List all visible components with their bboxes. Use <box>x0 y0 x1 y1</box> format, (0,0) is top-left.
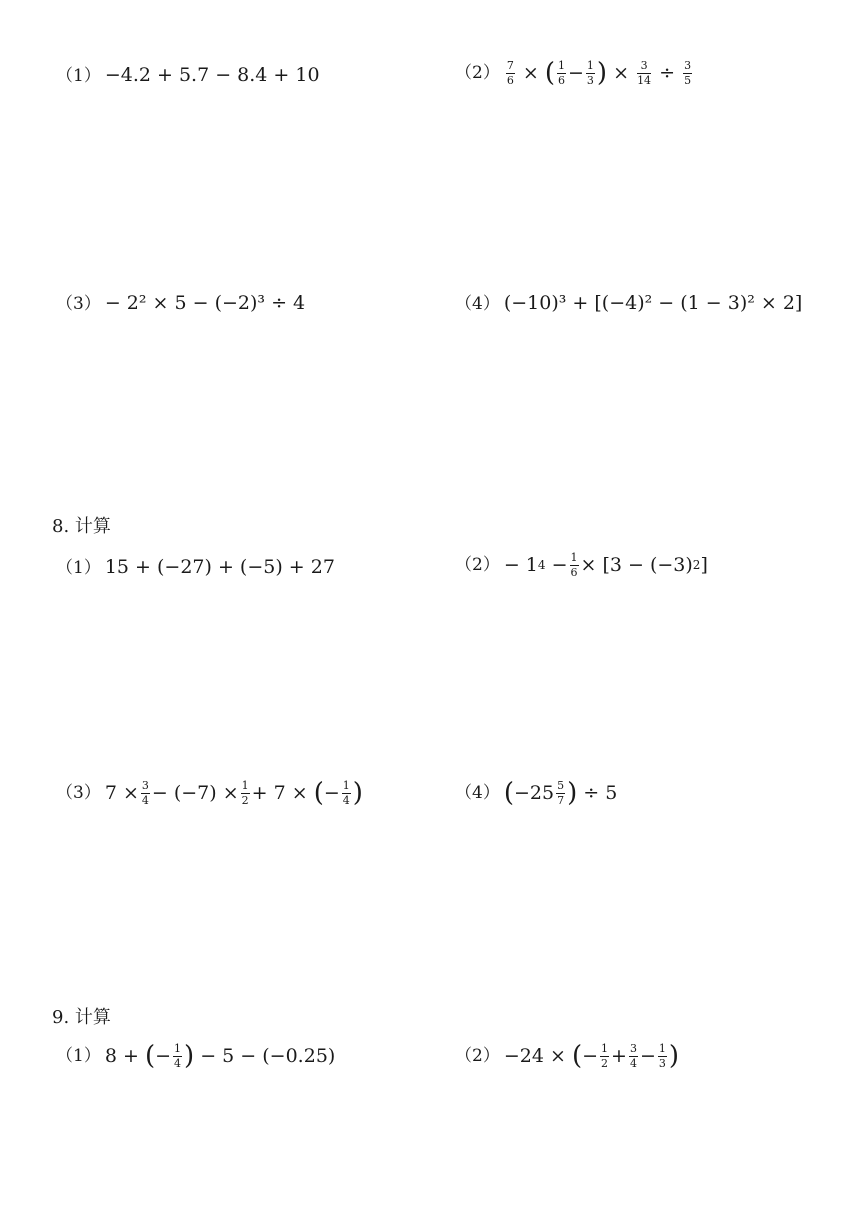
fraction: $\frac{3}{5}$ <box>684 59 692 87</box>
problem-label: （1） <box>56 1045 101 1066</box>
problem-label: （1） <box>56 66 101 86</box>
problem-label: （1） <box>56 558 101 578</box>
problem-1 <box>56 66 320 85</box>
problem-8-1 <box>56 558 335 577</box>
fraction: $\frac{3}{14}$ <box>637 59 652 87</box>
expression: − 2² × 5 − (−2)³ ÷ 4 <box>104 292 306 314</box>
problem-8-3: （3） 7 × $\frac{3}{4}$ − (−7) × $\frac{1}{2}$ + 7 × ( − $\frac{1}{4}$ ) <box>56 778 363 809</box>
fraction: $\frac{1}{4}$ <box>342 779 350 807</box>
problem-8-4: （4） ( −25 $\frac{5}{7}$ ) ÷ 5 <box>455 778 618 809</box>
fraction: $\frac{1}{3}$ <box>658 1042 666 1070</box>
fraction: $\frac{3}{4}$ <box>629 1042 637 1070</box>
problem-3 <box>56 294 305 313</box>
expression: −4.2 + 5.7 − 8.4 + 10 <box>104 64 320 86</box>
fraction: $\frac{1}{3}$ <box>586 59 594 87</box>
fraction: $\frac{1}{2}$ <box>601 1042 609 1070</box>
expression: 15 + (−27) + (−5) + 27 <box>104 556 335 578</box>
section-8-title: 8. 计算 <box>52 516 111 537</box>
problem-4 <box>455 294 802 313</box>
problem-9-2: （2） −24 × ( − $\frac{1}{2}$ + $\frac{3}{4}$ − $\frac{1}{3}$ ) <box>455 1041 680 1072</box>
fraction: $\frac{3}{4}$ <box>141 779 149 807</box>
problem-8-2: （2） − 1 4 − $\frac{1}{6}$ × [3 − (−3) 2 ] <box>455 551 708 579</box>
problem-label: （2） <box>455 62 500 83</box>
fraction: $\frac{1}{6}$ <box>557 59 565 87</box>
problem-label: （3） <box>56 782 101 803</box>
section-9-title: 9. 计算 <box>52 1007 111 1028</box>
problem-label: （3） <box>56 294 101 314</box>
fraction: $\frac{1}{4}$ <box>174 1042 182 1070</box>
problem-label: （4） <box>455 782 500 803</box>
problem-9-1: （1） 8 + ( − $\frac{1}{4}$ ) − 5 − (−0.25) <box>56 1041 336 1072</box>
problem-label: （2） <box>455 554 500 575</box>
fraction: $\frac{7}{6}$ <box>506 59 514 87</box>
expression: (−10)³ + [(−4)² − (1 − 3)² × 2] <box>503 292 803 314</box>
problem-label: （2） <box>455 1045 500 1066</box>
problem-label: （4） <box>455 294 500 314</box>
fraction: $\frac{1}{6}$ <box>570 551 578 579</box>
fraction: $\frac{1}{2}$ <box>241 779 249 807</box>
problem-2: （2） $\frac{7}{6}$ × ( $\frac{1}{6}$ − $\frac{1}{3}$ ) × $\frac{3}{14}$ ÷ $\frac{3}{5}$ <box>455 58 692 89</box>
fraction: $\frac{5}{7}$ <box>557 779 565 807</box>
